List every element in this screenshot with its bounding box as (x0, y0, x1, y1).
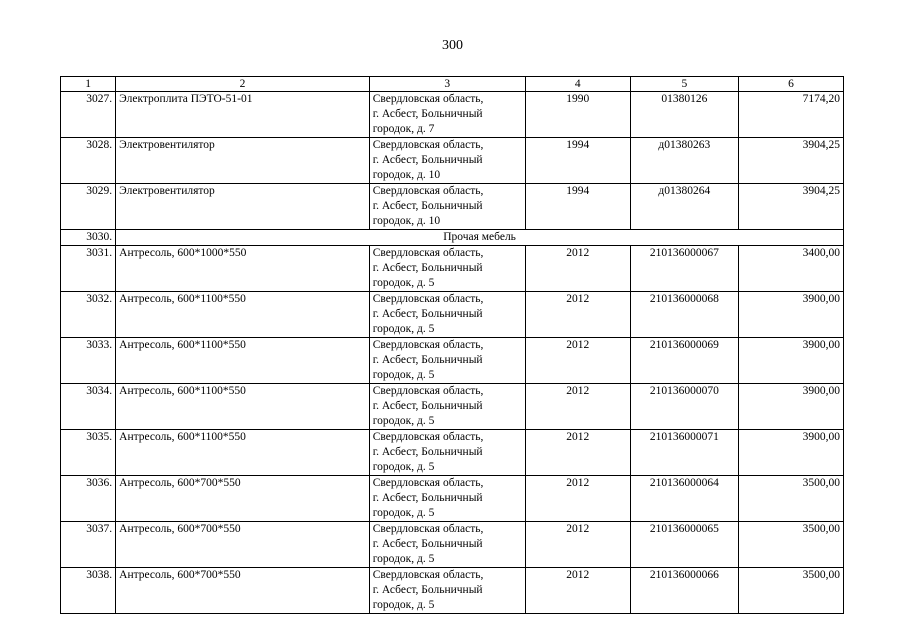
address-line: Свердловская область, (372, 139, 484, 151)
address-line: г. Асбест, Больничный (372, 492, 483, 504)
item-name: Антресоль, 600*1100*550 (116, 384, 370, 430)
item-cost: 3900,00 (738, 384, 843, 430)
address-line: г. Асбест, Больничный (372, 200, 483, 212)
header-cell-6: 6 (738, 77, 843, 92)
item-cost: 3904,25 (738, 184, 843, 230)
item-name: Антресоль, 600*1000*550 (116, 246, 370, 292)
address-line: городок, д. 5 (372, 553, 435, 565)
item-name: Антресоль, 600*1100*550 (116, 338, 370, 384)
item-number: 3032. (61, 292, 116, 338)
table-section (61, 230, 844, 246)
address-line: городок, д. 10 (372, 169, 441, 181)
item-number: 3031. (61, 246, 116, 292)
table-row (61, 292, 844, 338)
item-year: 2012 (525, 384, 630, 430)
item-number: 3037. (61, 522, 116, 568)
address-line: г. Асбест, Больничный (372, 446, 483, 458)
item-number: 3028. (61, 138, 116, 184)
item-number: 3034. (61, 384, 116, 430)
address-line: Свердловская область, (372, 385, 484, 397)
item-name: Электровентилятор (116, 184, 370, 230)
address-line: г. Асбест, Больничный (372, 538, 483, 550)
address-line: Свердловская область, (372, 93, 484, 105)
table-row (61, 476, 844, 522)
address-line: Свердловская область, (372, 523, 484, 535)
table-row (61, 568, 844, 614)
address-line: Свердловская область, (372, 569, 484, 581)
table-row (61, 522, 844, 568)
item-address (369, 476, 525, 522)
address-line: г. Асбест, Больничный (372, 262, 483, 274)
address-line: Свердловская область, (372, 339, 484, 351)
address-line: г. Асбест, Больничный (372, 154, 483, 166)
item-year: 2012 (525, 568, 630, 614)
item-address (369, 568, 525, 614)
item-year: 2012 (525, 338, 630, 384)
item-name: Антресоль, 600*700*550 (116, 522, 370, 568)
item-address (369, 138, 525, 184)
item-year: 2012 (525, 246, 630, 292)
item-cost: 7174,20 (738, 92, 843, 138)
item-inventory-number: 210136000064 (630, 476, 738, 522)
item-year: 2012 (525, 430, 630, 476)
section-number: 3030. (61, 230, 116, 246)
table-row (61, 92, 844, 138)
item-cost: 3904,25 (738, 138, 843, 184)
item-inventory-number: 210136000070 (630, 384, 738, 430)
item-number: 3029. (61, 184, 116, 230)
address-line: г. Асбест, Больничный (372, 108, 483, 120)
item-number: 3033. (61, 338, 116, 384)
header-cell-2: 2 (116, 77, 370, 92)
item-number: 3036. (61, 476, 116, 522)
item-name: Антресоль, 600*1100*550 (116, 292, 370, 338)
address-line: городок, д. 10 (372, 215, 441, 227)
item-year: 2012 (525, 522, 630, 568)
header-row (61, 77, 844, 92)
table-row (61, 384, 844, 430)
item-name: Антресоль, 600*700*550 (116, 568, 370, 614)
item-name: Антресоль, 600*700*550 (116, 476, 370, 522)
header-cell-5: 5 (630, 77, 738, 92)
item-inventory-number: 01380126 (630, 92, 738, 138)
header-cell-4: 4 (525, 77, 630, 92)
address-line: Свердловская область, (372, 293, 484, 305)
header-cell-3: 3 (369, 77, 525, 92)
table-row (61, 430, 844, 476)
address-line: г. Асбест, Больничный (372, 400, 483, 412)
table-row (61, 138, 844, 184)
item-name: Антресоль, 600*1100*550 (116, 430, 370, 476)
item-number: 3038. (61, 568, 116, 614)
item-address (369, 522, 525, 568)
item-cost: 3900,00 (738, 292, 843, 338)
item-inventory-number: 210136000071 (630, 430, 738, 476)
address-line: городок, д. 5 (372, 415, 435, 427)
address-line: г. Асбест, Больничный (372, 584, 483, 596)
item-address (369, 92, 525, 138)
header-cell-1: 1 (61, 77, 116, 92)
item-year: 1994 (525, 184, 630, 230)
item-inventory-number: 210136000065 (630, 522, 738, 568)
item-inventory-number: д01380263 (630, 138, 738, 184)
item-year: 1990 (525, 92, 630, 138)
item-inventory-number: 210136000069 (630, 338, 738, 384)
item-number: 3027. (61, 92, 116, 138)
item-cost: 3900,00 (738, 430, 843, 476)
table-row (61, 338, 844, 384)
address-line: городок, д. 5 (372, 507, 435, 519)
item-cost: 3500,00 (738, 522, 843, 568)
table-body-furniture (61, 246, 844, 614)
address-line: Свердловская область, (372, 477, 484, 489)
section-title: Прочая мебель (116, 230, 844, 246)
section-row (61, 230, 844, 246)
item-name: Электровентилятор (116, 138, 370, 184)
item-cost: 3900,00 (738, 338, 843, 384)
address-line: г. Асбест, Больничный (372, 354, 483, 366)
address-line: Свердловская область, (372, 185, 484, 197)
item-year: 2012 (525, 476, 630, 522)
item-address (369, 184, 525, 230)
address-line: городок, д. 7 (372, 123, 435, 135)
item-cost: 3400,00 (738, 246, 843, 292)
table-row (61, 246, 844, 292)
item-inventory-number: д01380264 (630, 184, 738, 230)
item-address (369, 384, 525, 430)
table-row (61, 184, 844, 230)
table-body-electrical (61, 92, 844, 230)
item-address (369, 338, 525, 384)
address-line: Свердловская область, (372, 431, 484, 443)
item-number: 3035. (61, 430, 116, 476)
item-address (369, 292, 525, 338)
address-line: городок, д. 5 (372, 277, 435, 289)
table-header (61, 77, 844, 92)
item-address (369, 430, 525, 476)
item-cost: 3500,00 (738, 476, 843, 522)
address-line: городок, д. 5 (372, 461, 435, 473)
item-inventory-number: 210136000067 (630, 246, 738, 292)
item-year: 1994 (525, 138, 630, 184)
address-line: г. Асбест, Больничный (372, 308, 483, 320)
item-year: 2012 (525, 292, 630, 338)
address-line: городок, д. 5 (372, 323, 435, 335)
item-inventory-number: 210136000066 (630, 568, 738, 614)
page-number: 300 (442, 38, 463, 53)
property-table (60, 76, 844, 614)
item-name: Электроплита ПЭТО-51-01 (116, 92, 370, 138)
address-line: Свердловская область, (372, 247, 484, 259)
item-inventory-number: 210136000068 (630, 292, 738, 338)
address-line: городок, д. 5 (372, 369, 435, 381)
address-line: городок, д. 5 (372, 599, 435, 611)
item-cost: 3500,00 (738, 568, 843, 614)
item-address (369, 246, 525, 292)
